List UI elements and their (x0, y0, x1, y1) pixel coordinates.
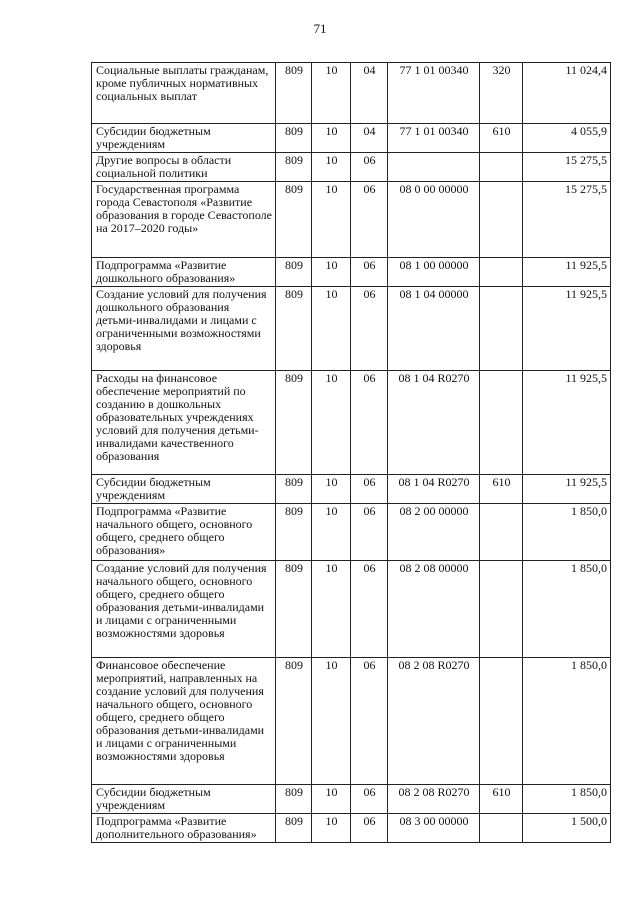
row-name: Подпрограмма «Развитие дополнительного образования» (92, 814, 276, 843)
row-grbs-code: 809 (276, 63, 312, 124)
row-subsection-code: 06 (351, 182, 388, 258)
row-section-code: 10 (312, 814, 351, 843)
row-section-code: 10 (312, 785, 351, 814)
row-target-article: 08 2 00 00000 (388, 504, 480, 561)
row-grbs-code: 809 (276, 153, 312, 182)
table-body (92, 63, 611, 843)
row-target-article: 08 2 08 00000 (388, 561, 480, 658)
row-target-article: 08 1 04 R0270 (388, 475, 480, 504)
row-grbs-code: 809 (276, 561, 312, 658)
row-amount: 1 850,0 (523, 561, 611, 658)
table-row (92, 182, 611, 258)
row-target-article: 08 1 00 00000 (388, 258, 480, 287)
row-expense-type: 610 (480, 475, 523, 504)
row-section-code: 10 (312, 371, 351, 475)
row-section-code: 10 (312, 658, 351, 785)
row-target-article: 08 3 00 00000 (388, 814, 480, 843)
row-grbs-code: 809 (276, 124, 312, 153)
row-expense-type (480, 153, 523, 182)
row-name: Подпрограмма «Развитие начального общего, основного общего, среднего общего образования» (92, 504, 276, 561)
row-amount: 1 850,0 (523, 504, 611, 561)
row-section-code: 10 (312, 287, 351, 371)
row-name: Субсидии бюджетным учреждениям (92, 124, 276, 153)
row-amount: 15 275,5 (523, 153, 611, 182)
table-row (92, 785, 611, 814)
table-row (92, 63, 611, 124)
row-section-code: 10 (312, 153, 351, 182)
row-target-article (388, 153, 480, 182)
row-grbs-code: 809 (276, 287, 312, 371)
row-grbs-code: 809 (276, 475, 312, 504)
row-amount: 15 275,5 (523, 182, 611, 258)
row-amount: 11 925,5 (523, 287, 611, 371)
row-target-article: 08 0 00 00000 (388, 182, 480, 258)
row-subsection-code: 06 (351, 658, 388, 785)
row-section-code: 10 (312, 124, 351, 153)
row-name: Создание условий для получения дошкольного образования детьми-инвалидами и лицами с ограниченными возможностями здоровья (92, 287, 276, 371)
row-section-code: 10 (312, 475, 351, 504)
table-row (92, 287, 611, 371)
page-number: 71 (313, 21, 327, 36)
row-subsection-code: 06 (351, 258, 388, 287)
row-grbs-code: 809 (276, 371, 312, 475)
row-grbs-code: 809 (276, 182, 312, 258)
row-subsection-code: 04 (351, 124, 388, 153)
row-amount: 11 925,5 (523, 258, 611, 287)
table-row (92, 504, 611, 561)
table-row (92, 153, 611, 182)
row-grbs-code: 809 (276, 658, 312, 785)
row-expense-type (480, 182, 523, 258)
table-row (92, 658, 611, 785)
row-section-code: 10 (312, 182, 351, 258)
row-subsection-code: 06 (351, 475, 388, 504)
row-target-article: 08 1 04 R0270 (388, 371, 480, 475)
row-name: Социальные выплаты гражданам, кроме публичных нормативных социальных выплат (92, 63, 276, 124)
row-expense-type: 610 (480, 785, 523, 814)
row-grbs-code: 809 (276, 504, 312, 561)
row-expense-type (480, 658, 523, 785)
row-name: Субсидии бюджетным учреждениям (92, 785, 276, 814)
row-target-article: 08 1 04 00000 (388, 287, 480, 371)
row-subsection-code: 06 (351, 153, 388, 182)
row-subsection-code: 06 (351, 287, 388, 371)
row-subsection-code: 06 (351, 785, 388, 814)
row-section-code: 10 (312, 561, 351, 658)
row-expense-type (480, 258, 523, 287)
row-expense-type (480, 504, 523, 561)
row-name: Другие вопросы в области социальной политики (92, 153, 276, 182)
row-grbs-code: 809 (276, 258, 312, 287)
row-expense-type (480, 371, 523, 475)
table-row (92, 124, 611, 153)
row-name: Субсидии бюджетным учреждениям (92, 475, 276, 504)
row-expense-type: 320 (480, 63, 523, 124)
row-grbs-code: 809 (276, 814, 312, 843)
row-expense-type (480, 287, 523, 371)
row-section-code: 10 (312, 504, 351, 561)
row-name: Подпрограмма «Развитие дошкольного образования» (92, 258, 276, 287)
row-amount: 1 500,0 (523, 814, 611, 843)
row-subsection-code: 06 (351, 504, 388, 561)
row-name: Создание условий для получения начального общего, основного общего, среднего общего образования детьми-инвалидами и лицами с ограниченными возможностями здоровья (92, 561, 276, 658)
row-target-article: 08 2 08 R0270 (388, 658, 480, 785)
row-subsection-code: 06 (351, 371, 388, 475)
row-amount: 11 024,4 (523, 63, 611, 124)
row-subsection-code: 06 (351, 814, 388, 843)
row-name: Финансовое обеспечение мероприятий, направленных на создание условий для получения начального общего, основного общего, среднего общего образования детьми-инвалидами и лицами с ограниченными возможностями здоровья (92, 658, 276, 785)
row-name: Расходы на финансовое обеспечение мероприятий по созданию в дошкольных образовательных учреждениях условий для получения детьми-инвалидами качественного образования (92, 371, 276, 475)
row-section-code: 10 (312, 63, 351, 124)
row-expense-type (480, 814, 523, 843)
row-subsection-code: 04 (351, 63, 388, 124)
table-row (92, 371, 611, 475)
table-row (92, 475, 611, 504)
table-row (92, 814, 611, 843)
row-amount: 11 925,5 (523, 371, 611, 475)
row-target-article: 08 2 08 R0270 (388, 785, 480, 814)
table-row (92, 561, 611, 658)
row-section-code: 10 (312, 258, 351, 287)
row-expense-type: 610 (480, 124, 523, 153)
row-subsection-code: 06 (351, 561, 388, 658)
row-amount: 1 850,0 (523, 658, 611, 785)
row-expense-type (480, 561, 523, 658)
table-row (92, 258, 611, 287)
budget-table (91, 62, 611, 843)
row-amount: 4 055,9 (523, 124, 611, 153)
row-target-article: 77 1 01 00340 (388, 124, 480, 153)
row-grbs-code: 809 (276, 785, 312, 814)
row-name: Государственная программа города Севастополя «Развитие образования в городе Севастополе на 2017–2020 годы» (92, 182, 276, 258)
row-amount: 11 925,5 (523, 475, 611, 504)
row-target-article: 77 1 01 00340 (388, 63, 480, 124)
row-amount: 1 850,0 (523, 785, 611, 814)
